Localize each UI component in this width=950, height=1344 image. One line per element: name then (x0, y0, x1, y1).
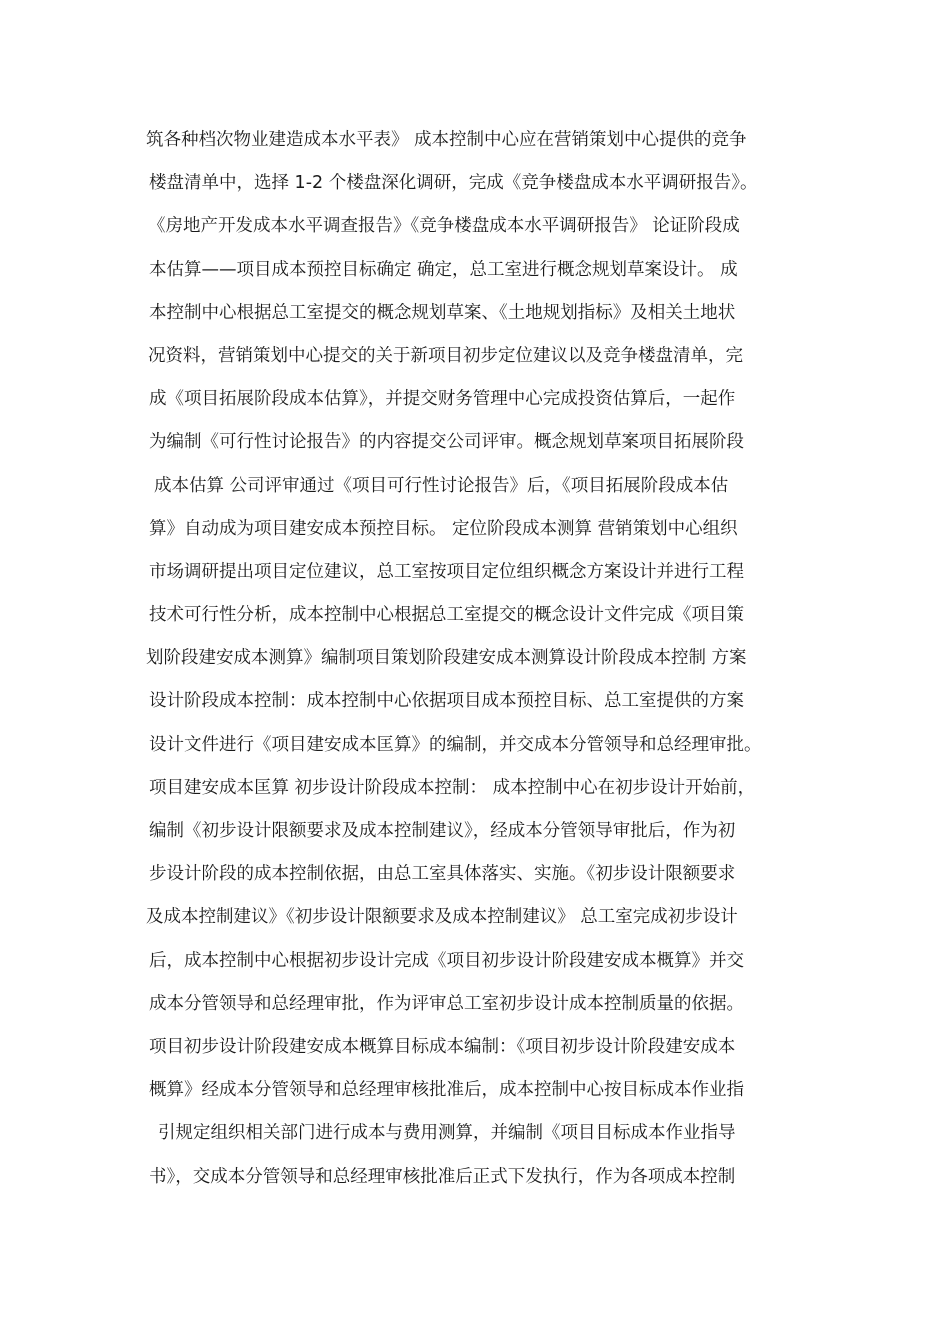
text-line: 市场调研提出项目定位建议，总工室按项目定位组织概念方案设计并进行工程 (149, 561, 744, 582)
text-line: 书》，交成本分管领导和总经理审核批准后正式下发执行，作为各项成本控制 (149, 1166, 736, 1187)
text-line: 成本分管领导和总经理审批，作为评审总工室初步设计成本控制质量的依据。 (149, 993, 744, 1014)
text-line: 引规定组织相关部门进行成本与费用测算，并编制《项目目标成本作业指导 (158, 1123, 736, 1144)
text-line: 步设计阶段的成本控制依据，由总工室具体落实、实施。《初步设计限额要求 (149, 864, 736, 885)
text-line: 楼盘清单中，选择 1-2 个楼盘深化调研，完成《竞争楼盘成本水平调研报告》。 (149, 173, 758, 194)
text-line: 成《项目拓展阶段成本估算》，并提交财务管理中心完成投资估算后，一起作 (149, 389, 736, 410)
text-line: 筑各种档次物业建造成本水平表》 成本控制中心应在营销策划中心提供的竞争 (146, 130, 747, 150)
text-line: 项目初步设计阶段建安成本概算目标成本编制：《项目初步设计阶段建安成本 (149, 1036, 736, 1057)
text-line: 算》自动成为项目建安成本预控目标。 定位阶段成本测算 营销策划中心组织 (149, 518, 738, 539)
body-text (0, 124, 950, 1204)
text-line: 设计文件进行《项目建安成本匡算》的编制，并交成本分管领导和总经理审批。 (149, 734, 762, 755)
text-line: 及成本控制建议》《初步设计限额要求及成本控制建议》 总工室完成初步设计 (146, 907, 738, 928)
text-line: 概算》经成本分管领导和总经理审核批准后，成本控制中心按目标成本作业指 (149, 1080, 744, 1101)
text-line: 后，成本控制中心根据初步设计完成《项目初步设计阶段建安成本概算》并交 (149, 950, 744, 971)
text-line: 况资料，营销策划中心提交的关于新项目初步定位建议以及竞争楼盘清单，完 (148, 345, 743, 366)
text-line: 划阶段建安成本测算》编制项目策划阶段建安成本测算设计阶段成本控制 方案 (146, 648, 747, 669)
text-line: 本控制中心根据总工室提交的概念规划草案、《土地规划指标》及相关土地状 (149, 302, 736, 323)
text-line: 本估算——项目成本预控目标确定 确定，总工室进行概念规划草案设计。 成 (149, 259, 738, 280)
text-line: 设计阶段成本控制：成本控制中心依据项目成本预控目标、总工室提供的方案 (149, 691, 744, 712)
text-line: 技术可行性分析，成本控制中心根据总工室提交的概念设计文件完成《项目策 (149, 605, 744, 626)
text-line: 编制《初步设计限额要求及成本控制建议》，经成本分管领导审批后，作为初 (149, 821, 736, 841)
text-line: 为编制《可行性讨论报告》的内容提交公司评审。概念规划草案项目拓展阶段 (149, 432, 744, 453)
text-line: 《房地产开发成本水平调查报告》《竞争楼盘成本水平调研报告》 论证阶段成 (148, 216, 740, 237)
text-line: 项目建安成本匡算 初步设计阶段成本控制： 成本控制中心在初步设计开始前， (149, 777, 756, 798)
text-line: 成本估算 公司评审通过《项目可行性讨论报告》后，《项目拓展阶段成本估 (154, 475, 729, 496)
